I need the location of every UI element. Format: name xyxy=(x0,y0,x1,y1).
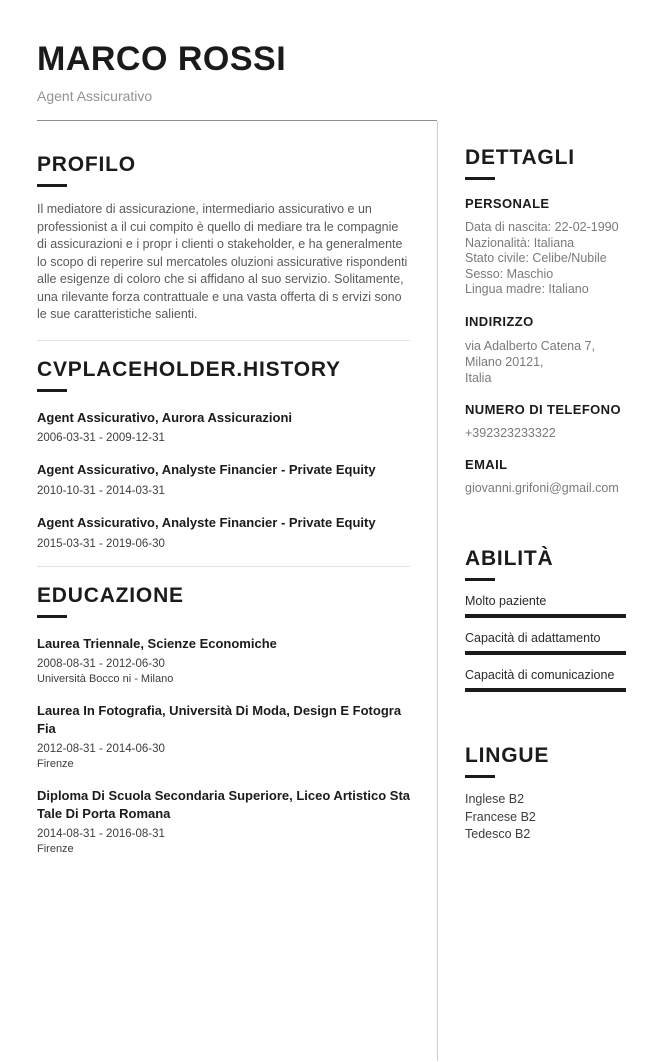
skill-item xyxy=(465,668,626,692)
skill-level-bar xyxy=(465,614,626,618)
entry-title: Agent Assicurativo, Aurora Assicurazioni xyxy=(37,409,293,425)
history-heading: CVPLACEHOLDER.HISTORY xyxy=(37,357,341,381)
address-subheading: INDIRIZZO xyxy=(465,313,534,329)
personal-line: Sesso: Maschio xyxy=(465,266,554,281)
history-entry xyxy=(37,409,410,445)
personal-line: Lingua madre: Italiano xyxy=(465,282,589,297)
entry-title: Agent Assicurativo, Analyste Financier - Private Equity xyxy=(37,514,376,530)
skill-level-bar xyxy=(465,651,626,655)
heading-underline xyxy=(465,177,495,180)
entry-dates: 2010-10-31 - 2014-03-31 xyxy=(37,484,165,497)
personal-subheading: PERSONALE xyxy=(465,196,550,212)
entry-place: Firenze xyxy=(37,843,74,856)
address-line: via Adalberto Catena 7, xyxy=(465,338,595,353)
entry-title: Laurea In Fotografia, Università Di Moda, Design E Fotogra Fia xyxy=(37,703,402,736)
education-entry xyxy=(37,702,410,770)
skills-heading: ABILITÀ xyxy=(465,546,554,570)
cv-header xyxy=(37,0,437,121)
address-line: Milano 20121, xyxy=(465,354,544,369)
entry-dates: 2015-03-31 - 2019-06-30 xyxy=(37,537,165,550)
address-lines xyxy=(465,338,626,386)
history-section xyxy=(37,340,410,550)
personal-line: Nazionalità: Italiana xyxy=(465,235,575,250)
main-content xyxy=(37,121,661,1061)
entry-title: Diploma Di Scuola Secondaria Superiore, Liceo Artistico Sta Tale Di Porta Romana xyxy=(37,788,411,821)
profile-text: Il mediatore di assicurazione, intermediario assicurativo e un professionist a il cui compito è quello di mediare tra le compagnie di assicurazioni e i propr i clienti o stakeholder, e ha generalmente lo scopo di reperire sul mercatoles oluzioni assicurative rispondenti alle esigenze di coloro che si affidano al suo servizio. Solitamente, una rilevante forza contrattuale e una vasta offerta di s ervizi sono le sue caratteristiche salienti. xyxy=(37,202,408,322)
entry-dates: 2014-08-31 - 2016-08-31 xyxy=(37,828,165,841)
left-column xyxy=(37,121,410,1061)
person-job-title: Agent Assicurativo xyxy=(37,88,153,104)
entry-dates: 2006-03-31 - 2009-12-31 xyxy=(37,432,165,445)
skill-item xyxy=(465,594,626,618)
phone-subheading: NUMERO DI TELEFONO xyxy=(465,401,621,417)
entry-dates: 2008-08-31 - 2012-06-30 xyxy=(37,658,165,671)
heading-underline xyxy=(37,615,67,618)
skills-section xyxy=(465,546,626,692)
personal-lines xyxy=(465,220,626,298)
languages-section xyxy=(465,743,626,844)
heading-underline xyxy=(37,184,67,187)
person-name: MARCO ROSSI xyxy=(37,40,287,78)
details-section xyxy=(465,145,626,497)
email-lines xyxy=(465,481,626,497)
heading-underline xyxy=(37,389,67,392)
entry-title: Laurea Triennale, Scienze Economiche xyxy=(37,635,277,651)
profile-heading: PROFILO xyxy=(37,153,136,176)
phone-value: +392323233322 xyxy=(465,425,556,440)
skill-label: Capacità di comunicazione xyxy=(465,667,615,682)
skill-label: Capacità di adattamento xyxy=(465,630,601,645)
language-items xyxy=(465,791,626,844)
email-value: giovanni.grifoni@gmail.com xyxy=(465,481,619,496)
personal-line: Stato civile: Celibe/Nubile xyxy=(465,251,607,266)
entry-place: Università Bocco ni - Milano xyxy=(37,673,174,686)
phone-lines xyxy=(465,426,626,442)
education-entry xyxy=(37,787,410,855)
profile-section xyxy=(37,121,410,324)
right-column xyxy=(438,121,626,1061)
email-subheading: EMAIL xyxy=(465,457,508,473)
history-entry xyxy=(37,514,410,550)
personal-line: Data di nascita: 22-02-1990 xyxy=(465,220,619,235)
education-entry xyxy=(37,635,410,686)
entry-dates: 2012-08-31 - 2014-06-30 xyxy=(37,743,165,756)
language-item: Tedesco B2 xyxy=(465,827,531,842)
personal-block xyxy=(465,196,626,298)
skill-level-bar xyxy=(465,688,626,692)
address-line: Italia xyxy=(465,370,492,385)
education-section xyxy=(37,566,410,856)
email-block xyxy=(465,457,626,497)
languages-heading: LINGUE xyxy=(465,743,550,767)
address-block xyxy=(465,314,626,386)
history-entry xyxy=(37,461,410,497)
language-item: Francese B2 xyxy=(465,809,536,824)
details-heading: DETTAGLI xyxy=(465,146,575,169)
language-item: Inglese B2 xyxy=(465,792,525,807)
entry-place: Firenze xyxy=(37,758,74,771)
skill-label: Molto paziente xyxy=(465,593,547,608)
entry-title: Agent Assicurativo, Analyste Financier - Private Equity xyxy=(37,462,376,478)
skill-item xyxy=(465,631,626,655)
heading-underline xyxy=(465,578,495,581)
heading-underline xyxy=(465,775,495,778)
phone-block xyxy=(465,402,626,442)
education-heading: EDUCAZIONE xyxy=(37,583,184,607)
